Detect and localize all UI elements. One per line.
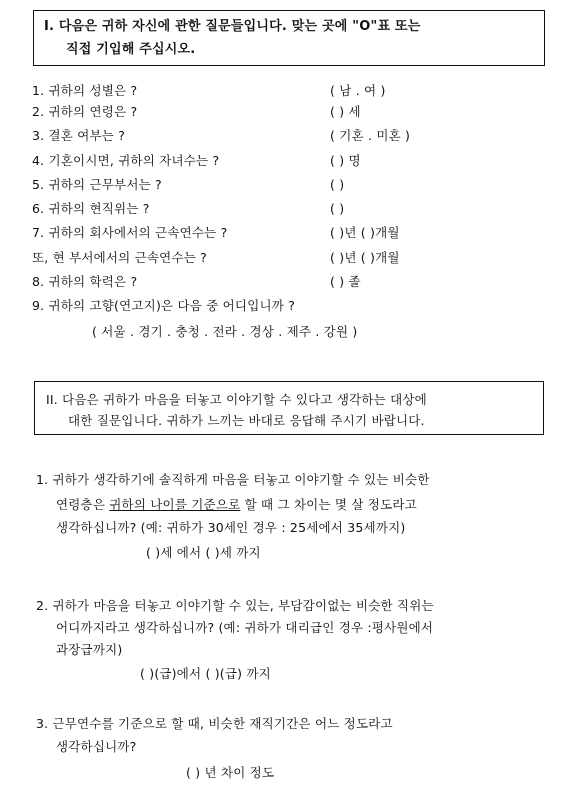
s2-question-2-line3: 과장급까지) [56,642,123,657]
question-7b: 또, 현 부서에서의 근속연수는 ? [32,250,208,265]
section2-header-line2: 대한 질문입니다. 귀하가 느끼는 바대로 응답해 주시기 바랍니다. [68,413,425,428]
s2-question-2-line2: 어디까지라고 생각하십니까? (예: 귀하가 대리급인 경우 :평사원에서 [56,620,434,635]
section1-header-line2: 직접 기입해 주십시오. [66,42,196,57]
question-9: 9. 귀하의 고향(연고지)은 다음 중 어디입니까 ? [32,298,296,313]
s2-answer-3-tenure-difference[interactable]: ( ) 년 차이 정도 [186,765,275,780]
answer-7-company-tenure[interactable]: ( )년 ( )개월 [330,225,400,240]
s2-question-1-line2-post: 할 때 그 차이는 몇 살 정도라고 [240,497,417,512]
s2-answer-2-position-range[interactable]: ( )(급)에서 ( )(급) 까지 [140,666,271,681]
s2-question-1-line2 [56,497,417,512]
s2-question-2-line1: 2. 귀하가 마음을 터놓고 이야기할 수 있는, 부담감이없는 비슷한 직위는 [36,598,434,613]
s2-question-3-line2: 생각하십니까? [56,739,137,754]
answer-8-education[interactable]: ( ) 졸 [330,274,361,289]
answer-7b-department-tenure[interactable]: ( )년 ( )개월 [330,250,400,265]
question-2: 2. 귀하의 연령은 ? [32,104,138,119]
answer-5-department[interactable]: ( ) [330,177,345,192]
answer-2-age[interactable]: ( ) 세 [330,104,361,119]
s2-question-1-underlined-basis: 귀하의 나이를 기준으로 [109,497,241,512]
s2-question-1-line2-pre: 연령층은 [56,497,110,512]
s2-answer-1-age-range[interactable]: ( )세 에서 ( )세 까지 [146,545,261,560]
section2-header-line1: II. 다음은 귀하가 마음을 터놓고 이야기할 수 있다고 생각하는 대상에 [46,392,427,407]
question-4: 4. 기혼이시면, 귀하의 자녀수는 ? [32,153,220,168]
question-3: 3. 결혼 여부는 ? [32,128,126,143]
question-8: 8. 귀하의 학력은 ? [32,274,138,289]
answer-3-marital[interactable]: ( 기혼 . 미혼 ) [330,128,411,143]
question-6: 6. 귀하의 현직위는 ? [32,201,150,216]
answer-4-children[interactable]: ( ) 명 [330,153,361,168]
s2-question-3-line1: 3. 근무연수를 기준으로 할 때, 비슷한 재직기간은 어느 정도라고 [36,716,393,731]
question-5: 5. 귀하의 근무부서는 ? [32,177,162,192]
question-1: 1. 귀하의 성별은 ? [32,83,138,98]
answer-9-hometown-options[interactable]: ( 서울 . 경기 . 충청 . 전라 . 경상 . 제주 . 강원 ) [92,324,358,339]
answer-6-position[interactable]: ( ) [330,201,345,216]
answer-1-gender[interactable]: ( 남 . 여 ) [330,83,386,98]
question-7: 7. 귀하의 회사에서의 근속연수는 ? [32,225,228,240]
section1-header-line1: I. 다음은 귀하 자신에 관한 질문들입니다. 맞는 곳에 "O"표 또는 [44,19,421,34]
s2-question-1-line3: 생각하십니까? (예: 귀하가 30세인 경우 : 25세에서 35세까지) [56,520,406,535]
s2-question-1-line1: 1. 귀하가 생각하기에 솔직하게 마음을 터놓고 이야기할 수 있는 비슷한 [36,472,430,487]
